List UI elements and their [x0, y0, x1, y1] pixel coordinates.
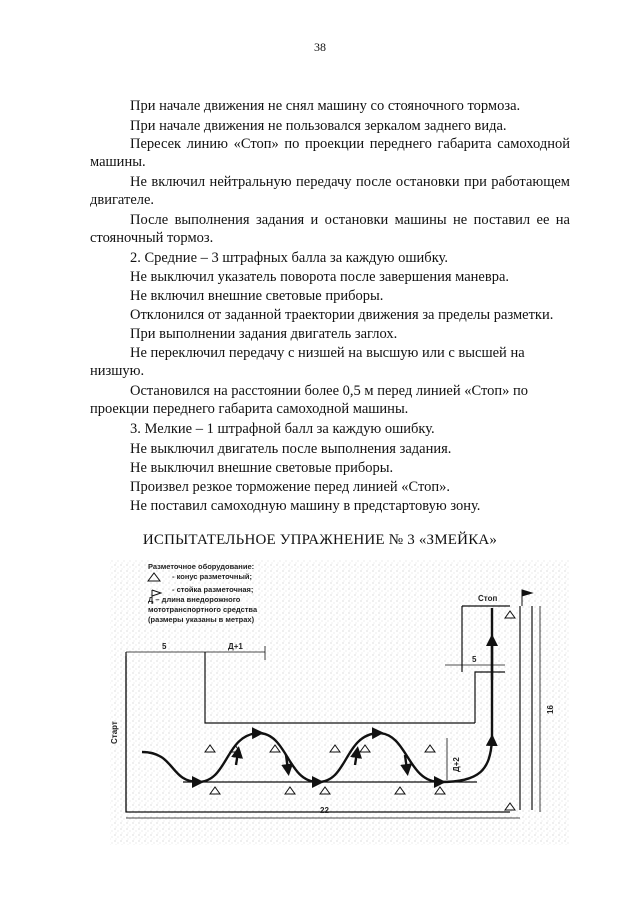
paragraph: При начале движения не снял машину со стояночного тормоза.: [130, 98, 521, 114]
paragraph: Не включил внешние световые приборы.: [130, 288, 384, 304]
exercise-title: ИСПЫТАТЕЛЬНОЕ УПРАЖНЕНИЕ № 3 «ЗМЕЙКА»: [142, 532, 498, 548]
legend-d-line1: Д – длина внедорожного: [148, 595, 241, 604]
dimension-22: 22: [320, 806, 329, 815]
paragraph: Не выключил двигатель после выполнения задания.: [130, 441, 452, 457]
dimension-d-plus-2: Д+2: [452, 757, 461, 772]
legend-post: - стойка разметочная;: [172, 585, 254, 594]
paragraph: Пересек линию «Стоп» по проекции переднего габарита самоходной машины.: [90, 136, 570, 170]
diagram-legend: [148, 562, 298, 625]
paragraph: Не поставил самоходную машину в предстартовую зону.: [130, 498, 481, 514]
section-heading-minor: 3. Мелкие – 1 штрафной балл за каждую ошибку.: [130, 421, 435, 437]
dimension-d-plus-1: Д+1: [228, 642, 243, 651]
paragraph: Отклонился от заданной траектории движения за пределы разметки.: [130, 307, 554, 323]
paragraph: После выполнения задания и остановки машины не поставил ее на стояночный тормоз.: [90, 212, 570, 246]
paragraph: При выполнении задания двигатель заглох.: [130, 326, 398, 342]
stop-label: Стоп: [478, 594, 498, 603]
legend-d-line2: мототранспортного средства: [148, 605, 258, 614]
paragraph: При начале движения не пользовался зеркалом заднего вида.: [130, 118, 507, 134]
dimension-5-right: 5: [472, 655, 477, 664]
page-number: 38: [314, 40, 326, 54]
paragraph: Не выключил указатель поворота после завершения маневра.: [130, 269, 510, 285]
paragraph: Произвел резкое торможение перед линией «Стоп».: [130, 479, 451, 495]
legend-units: (размеры указаны в метрах): [148, 615, 255, 624]
legend-cone: - конус разметочный;: [172, 572, 252, 581]
section-heading-medium: 2. Средние – 3 штрафных балла за каждую ошибку.: [130, 250, 448, 266]
dimension-5-top: 5: [162, 642, 167, 651]
paragraph: Не переключил передачу с низшей на высшую или с высшей на низшую.: [90, 345, 525, 379]
paragraph: Не выключил внешние световые приборы.: [130, 460, 394, 476]
paragraph: Не включил нейтральную передачу после остановки при работающем двигателе.: [90, 174, 570, 208]
paragraph: Остановился на расстоянии более 0,5 м перед линией «Стоп» по проекции переднего габарита самоходной машины.: [90, 383, 529, 417]
start-label: Старт: [110, 721, 119, 744]
dimension-16: 16: [546, 705, 555, 714]
legend-header: Разметочное оборудование:: [148, 562, 255, 571]
